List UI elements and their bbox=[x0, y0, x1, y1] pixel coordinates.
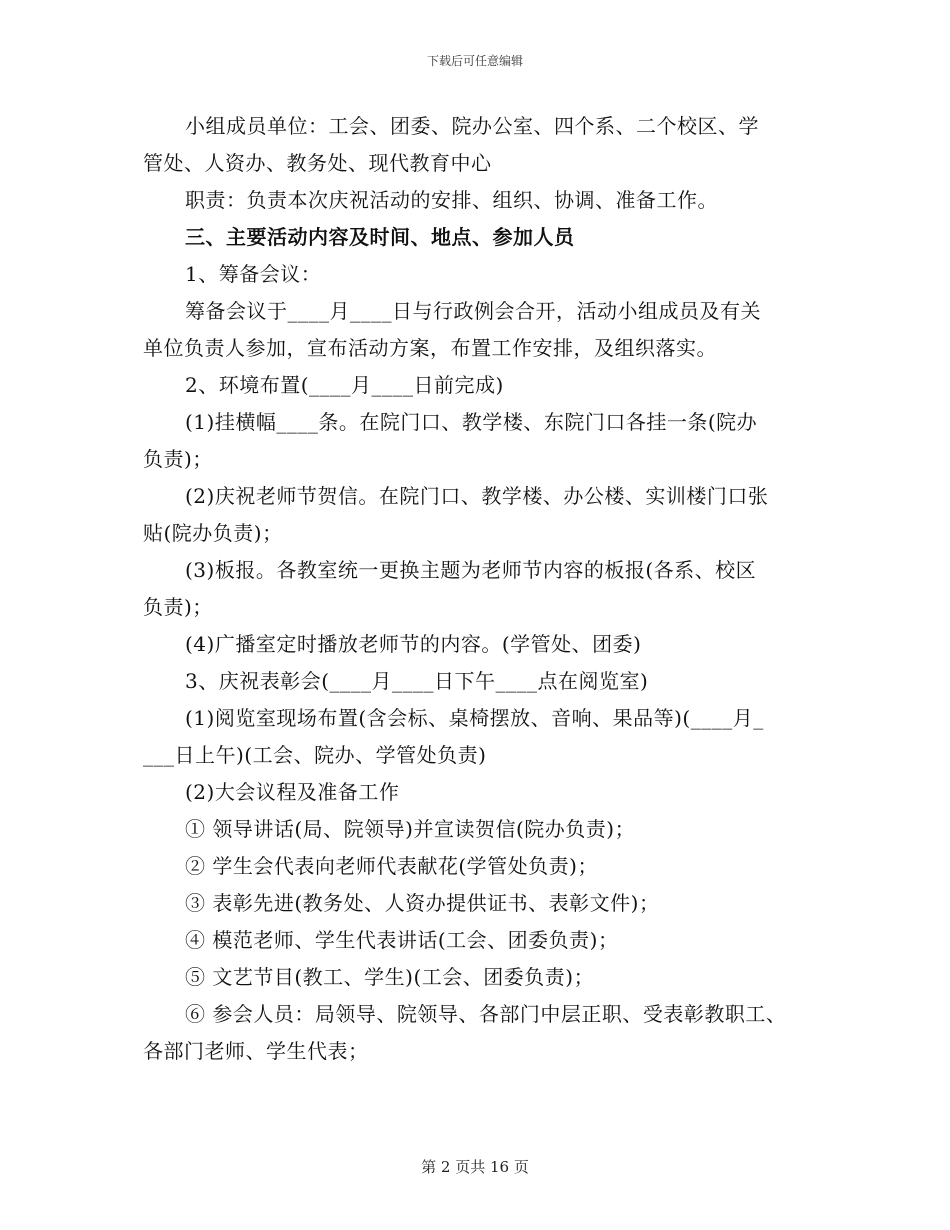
section-heading: 三、主要活动内容及时间、地点、参加人员 bbox=[185, 225, 575, 249]
text-line: 小组成员单位：工会、团委、院办公室、四个系、二个校区、学 bbox=[185, 114, 759, 138]
text-line: 单位负责人参加，宣布活动方案，布置工作安排，及组织落实。 bbox=[143, 336, 717, 360]
text-line: 负责)； bbox=[143, 447, 213, 471]
text-line: (2)大会议程及准备工作 bbox=[185, 780, 400, 804]
text-line: 3、庆祝表彰会(____月____日下午____点在阅览室) bbox=[185, 669, 649, 693]
text-line: (2)庆祝老师节贺信。在院门口、教学楼、办公楼、实训楼门口张 bbox=[185, 484, 769, 508]
text-line: 负责)； bbox=[143, 595, 213, 619]
text-line: ② 学生会代表向老师代表献花(学管处负责)； bbox=[185, 854, 598, 878]
text-line: 筹备会议于____月____日与行政例会合开，活动小组成员及有关 bbox=[185, 299, 761, 323]
text-line: ① 领导讲话(局、院领导)并宣读贺信(院办负责)； bbox=[185, 817, 636, 841]
page-header: 下载后可任意编辑 bbox=[426, 54, 523, 68]
text-line: 1、筹备会议： bbox=[185, 262, 322, 286]
text-line: 管处、人资办、教务处、现代教育中心 bbox=[143, 151, 492, 175]
text-line: 贴(院办负责)； bbox=[143, 521, 283, 545]
text-line: (3)板报。各教室统一更换主题为老师节内容的板报(各系、校区 bbox=[185, 558, 757, 582]
document-body bbox=[143, 108, 811, 1070]
text-line: ④ 模范老师、学生代表讲话(工会、团委负责)； bbox=[185, 928, 619, 952]
text-line: 职责：负责本次庆祝活动的安排、组织、协调、准备工作。 bbox=[185, 188, 718, 212]
text-line: (4)广播室定时播放老师节的内容。(学管处、团委) bbox=[185, 632, 642, 656]
text-line: (1)阅览室现场布置(含会标、桌椅摆放、音响、果品等)(____月_ bbox=[185, 706, 764, 730]
text-line: ⑤ 文艺节目(教工、学生)(工会、团委负责)； bbox=[185, 965, 595, 989]
text-line: ⑥ 参会人员：局领导、院领导、各部门中层正职、受表彰教职工、 bbox=[185, 1002, 787, 1026]
text-line: ___日上午)(工会、院办、学管处负责) bbox=[143, 743, 487, 767]
text-line: 各部门老师、学生代表； bbox=[143, 1039, 369, 1063]
text-line: (1)挂横幅____条。在院门口、教学楼、东院门口各挂一条(院办 bbox=[185, 410, 758, 434]
page-footer: 第 2 页共 16 页 bbox=[421, 1158, 529, 1176]
text-line: ③ 表彰先进(教务处、人资办提供证书、表彰文件)； bbox=[185, 891, 660, 915]
text-line: 2、环境布置(____月____日前完成) bbox=[185, 373, 504, 397]
